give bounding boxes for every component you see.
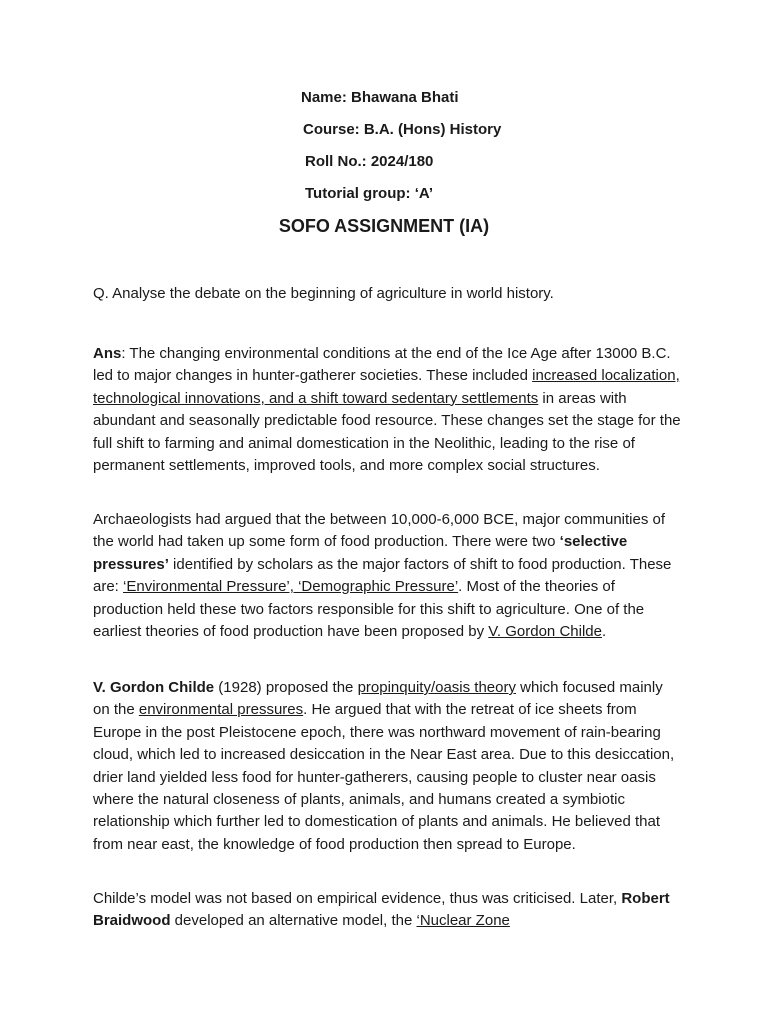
p3-text-1: (1928) proposed the — [214, 679, 358, 696]
p2-text-3: . Most of the theories of production held these two factors responsible for this shift to agriculture. One of the earliest theories of food production have been proposed by — [93, 578, 645, 641]
assignment-title: SOFO ASSIGNMENT (IA) — [278, 216, 490, 236]
p3-text-3: . He argued that with the retreat of ice sheets from Europe in the post Pleistocene epoch, there was northward movement of rain-bearing cloud, which led to increased desiccation in the Near East area. Due to this desiccation, drier land yielded less food for hunter-gatherers, causing people to cluster near oasis where the natural closeness of plants, animals, and humans created a symbiotic relationship which further led to domestication of plants and animals. He believed that from near east, the knowledge of food production then spread to Europe. — [93, 701, 675, 853]
course-line: Course: B.A. (Hons) History — [303, 121, 502, 138]
p3-underlined-1: propinquity/oasis theory — [357, 679, 516, 696]
p4-bold-1: Robert Braidwood — [93, 890, 670, 930]
p4-underlined-1: ‘Nuclear Zone — [416, 912, 510, 930]
p4-text-1: Childe’s model was not based on empirical evidence, thus was criticised. Later, — [93, 890, 622, 907]
p2-underlined-1: ‘Environmental Pressure’, ‘Demographic Pressure’ — [123, 578, 459, 596]
p1-underlined-1: increased localization, technological innovations, and a shift toward sedentary settlements — [93, 367, 680, 407]
answer-paragraph-1 — [93, 343, 683, 477]
p1-text-1: : The changing environmental conditions at the end of the Ice Age after 13000 B.C. led to major changes in hunter-gatherer societies. These included — [93, 345, 671, 385]
p2-text-2: identified by scholars as the major factors of shift to food production. These are: — [93, 555, 672, 596]
p2-text-4: . — [601, 623, 607, 641]
tutorial-group: Tutorial group: ‘A’ — [305, 185, 434, 202]
p3-text-2: which focused mainly on the — [93, 679, 663, 719]
answer-paragraph-2 — [93, 509, 683, 643]
answer-paragraph-4 — [93, 888, 683, 933]
ans-label: Ans — [93, 345, 122, 362]
student-name: Name: Bhawana Bhati — [301, 89, 459, 106]
p2-bold-1: ‘selective pressures’ — [93, 533, 628, 573]
question-text: Q. Analyse the debate on the beginning of agriculture in world history. — [93, 285, 554, 302]
roll-number: Roll No.: 2024/180 — [305, 153, 434, 170]
p4-text-2: developed an alternative model, the — [170, 912, 417, 930]
p2-underlined-2: V. Gordon Childe — [488, 623, 602, 641]
p3-bold-1: V. Gordon Childe — [93, 679, 215, 696]
p2-text-1: Archaeologists had argued that the between 10,000-6,000 BCE, major communities of the world had taken up some form of food production. There were two — [93, 511, 666, 551]
p1-text-2: in areas with abundant and seasonally predictable food resource. These changes set the stage for the full shift to farming and animal domestication in the Neolithic, leading to the rise of permanent settlements, improved tools, and more complex social structures. — [93, 389, 681, 475]
answer-paragraph-3 — [93, 677, 683, 856]
p3-underlined-2: environmental pressures — [138, 701, 304, 719]
